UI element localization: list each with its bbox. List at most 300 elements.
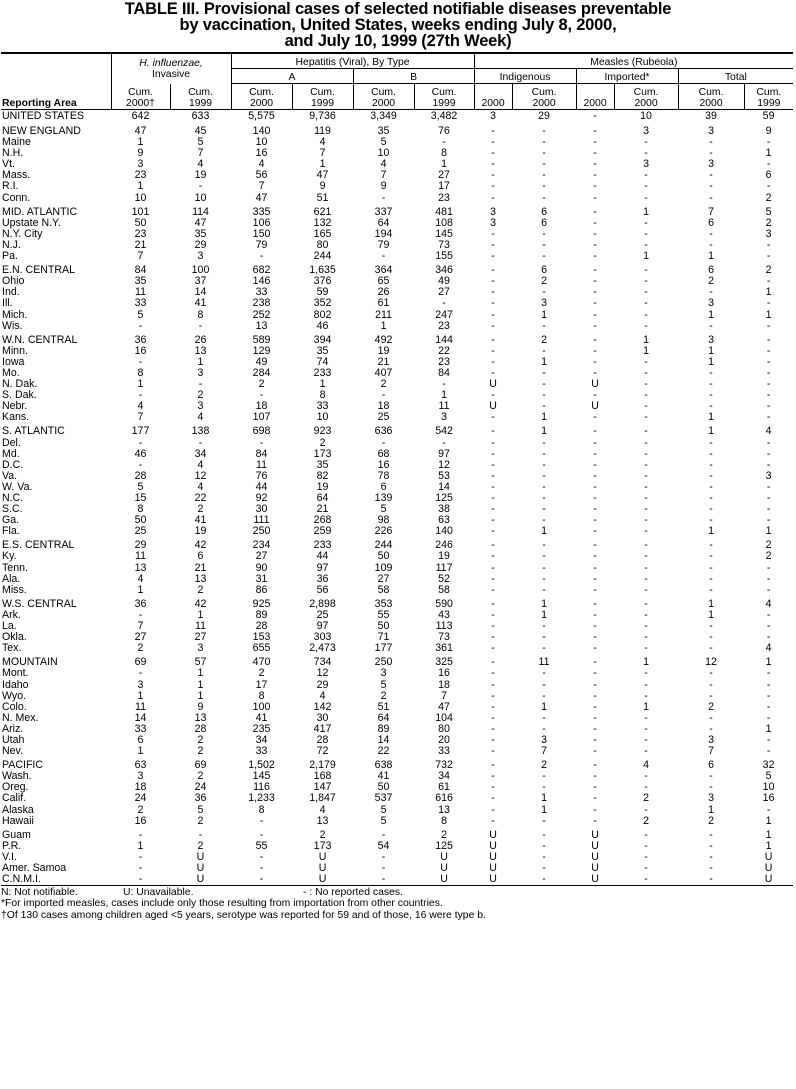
value-cell: -	[709, 169, 713, 182]
value-cell: 2	[765, 216, 772, 229]
header-hinf-italic: H. influenzae,	[139, 57, 203, 69]
value-cell: 337	[374, 205, 393, 218]
value-cell: -	[491, 550, 495, 563]
value-cell: 56	[316, 583, 329, 596]
value-cell: 2	[258, 667, 265, 680]
footnote-not-notifiable: N: Not notifiable.	[1, 887, 78, 899]
value-cell: 5	[197, 803, 204, 816]
value-cell: -	[542, 147, 546, 160]
value-cell: 1	[765, 839, 772, 852]
value-cell: -	[644, 275, 648, 288]
value-cell: -	[442, 297, 446, 310]
value-cell: 2	[380, 689, 387, 702]
value-cell: -	[491, 608, 495, 621]
value-cell: -	[593, 125, 597, 137]
value-cell: 4	[319, 136, 326, 149]
value-cell: -	[442, 378, 446, 391]
value-cell: 1	[541, 597, 547, 610]
value-cell: -	[709, 862, 713, 874]
value-cell: U	[591, 378, 599, 391]
value-cell: 68	[377, 447, 390, 460]
value-cell: -	[491, 436, 495, 449]
value-cell: -	[766, 620, 771, 633]
value-cell: 146	[252, 275, 271, 288]
value-cell: -	[491, 792, 495, 805]
footnote-serotype: †Of 130 cases among children aged <5 years, serotype was reported for 59 and of those, 16 were type b.	[1, 909, 486, 921]
header-2000: 2000	[576, 84, 614, 110]
value-cell: -	[593, 425, 597, 438]
value-cell: 78	[377, 469, 390, 482]
header-hinf	[111, 53, 231, 84]
value-cell: -	[593, 480, 597, 493]
value-cell: -	[593, 711, 597, 724]
value-cell: 34	[438, 770, 450, 783]
table-row	[1, 526, 793, 537]
value-cell: 19	[316, 480, 329, 493]
value-cell: 13	[194, 572, 207, 585]
value-cell: 1	[197, 667, 204, 680]
table-row	[1, 746, 793, 757]
value-cell: 111	[253, 514, 270, 527]
value-cell: -	[491, 447, 495, 460]
value-cell: -	[644, 378, 648, 391]
value-cell: U	[318, 850, 327, 863]
reporting-area-cell: MOUNTAIN	[2, 656, 58, 669]
table-row	[1, 159, 793, 170]
value-cell: -	[709, 378, 713, 391]
table-row	[1, 229, 793, 240]
value-cell: 1,847	[309, 792, 336, 805]
value-cell: -	[766, 458, 771, 471]
value-cell: 28	[316, 733, 329, 746]
value-cell: 5	[380, 803, 387, 816]
reporting-area-cell: NEW ENGLAND	[2, 125, 81, 137]
value-cell: -	[491, 733, 495, 746]
value-cell: 9,736	[309, 110, 336, 122]
header-hinf-rest: Invasive	[151, 68, 191, 80]
value-cell: 1	[765, 308, 772, 321]
value-cell: 44	[255, 480, 268, 493]
value-cell: 3	[490, 216, 496, 229]
reporting-area-cell: Va.	[2, 469, 18, 482]
table-row	[1, 482, 793, 493]
value-cell: 12	[705, 656, 717, 669]
value-cell: -	[138, 850, 143, 863]
value-cell: -	[709, 561, 713, 574]
value-cell: 36	[316, 572, 329, 585]
value-cell: 61	[438, 781, 450, 794]
value-cell: 14	[377, 733, 390, 746]
value-cell: 1	[708, 355, 714, 368]
footnote-imported: *For imported measles, cases include only those resulting from importation from other countries.	[1, 898, 443, 910]
value-cell: 73	[438, 631, 450, 644]
value-cell: -	[593, 447, 597, 460]
value-cell: -	[491, 678, 495, 691]
header-cum-1999: Cum. 1999	[292, 84, 353, 110]
reporting-area-cell: Mont.	[2, 667, 29, 680]
value-cell: 177	[374, 642, 393, 655]
title-line-1: TABLE III. Provisional cases of selected notifiable diseases preventable	[124, 0, 672, 18]
value-cell: 16	[134, 814, 147, 827]
reporting-area-cell: Oreg.	[2, 781, 29, 794]
value-cell: 18	[377, 400, 390, 413]
value-cell: -	[593, 678, 597, 691]
value-cell: 8	[441, 814, 447, 827]
value-cell: -	[542, 503, 546, 516]
value-cell: -	[542, 492, 546, 504]
value-cell: 84	[438, 366, 450, 379]
value-cell: 82	[316, 469, 329, 482]
value-cell: 177	[131, 425, 150, 438]
value-cell: -	[593, 333, 597, 346]
value-cell: -	[766, 803, 771, 816]
value-cell: 55	[377, 608, 390, 621]
value-cell: 682	[252, 264, 271, 277]
table-row	[1, 713, 793, 724]
value-cell: 61	[377, 297, 390, 310]
value-cell: -	[593, 411, 597, 424]
value-cell: 97	[316, 561, 329, 574]
value-cell: -	[593, 689, 597, 702]
value-cell: 41	[377, 770, 390, 783]
value-cell: -	[766, 480, 771, 493]
value-cell: -	[766, 297, 771, 310]
value-cell: 19	[438, 550, 450, 563]
value-cell: -	[709, 550, 713, 563]
value-cell: 145	[252, 770, 271, 783]
value-cell: -	[491, 308, 495, 321]
value-cell: 6	[541, 205, 547, 218]
value-cell: 20	[438, 733, 450, 746]
value-cell: 16	[377, 458, 390, 471]
value-cell: -	[593, 205, 597, 218]
value-cell: 56	[255, 169, 268, 182]
value-cell: -	[138, 667, 143, 680]
value-cell: 11	[135, 286, 146, 299]
value-cell: 2	[197, 839, 204, 852]
table-header	[1, 53, 793, 110]
reporting-area-cell: S.C.	[2, 503, 23, 516]
value-cell: -	[593, 550, 597, 563]
value-cell: -	[491, 319, 495, 332]
value-cell: -	[491, 286, 495, 299]
value-cell: 734	[313, 656, 332, 669]
value-cell: 13	[134, 561, 147, 574]
value-cell: 4	[765, 597, 772, 610]
table-row	[1, 240, 793, 251]
value-cell: 247	[435, 308, 453, 321]
reporting-area-cell: N.C.	[2, 492, 24, 504]
value-cell: 590	[435, 597, 453, 610]
header-cum-2000: Cum. 2000	[512, 84, 576, 110]
reporting-area-cell: W.S. CENTRAL	[2, 597, 77, 610]
value-cell: 89	[377, 722, 390, 735]
value-cell: -	[442, 436, 446, 449]
value-cell: -	[593, 366, 597, 379]
value-cell: -	[593, 169, 597, 182]
value-cell: 1	[541, 411, 547, 424]
table-row	[1, 471, 793, 482]
value-cell: 5	[765, 205, 772, 218]
value-cell: -	[593, 158, 597, 171]
reporting-area-cell: Conn.	[2, 191, 31, 204]
value-cell: -	[593, 355, 597, 368]
value-cell: 6	[708, 264, 714, 277]
reporting-area-cell: N. Dak.	[2, 378, 38, 391]
value-cell: 3	[643, 158, 649, 171]
value-cell: -	[542, 711, 546, 724]
value-cell: -	[542, 689, 546, 702]
value-cell: 17	[255, 678, 268, 691]
value-cell: 7	[137, 411, 144, 424]
value-cell: 2	[258, 378, 265, 391]
value-cell: U	[489, 873, 497, 886]
value-cell: -	[644, 678, 648, 691]
value-cell: 2	[137, 803, 144, 816]
value-cell: 117	[435, 561, 453, 574]
table-row	[1, 793, 793, 804]
value-cell: -	[644, 492, 648, 504]
value-cell: -	[593, 561, 597, 574]
value-cell: -	[542, 667, 546, 680]
value-cell: 5	[380, 814, 387, 827]
value-cell: 10	[640, 110, 652, 122]
value-cell: -	[644, 389, 648, 402]
value-cell: -	[542, 366, 546, 379]
value-cell: -	[138, 319, 143, 332]
table-row	[1, 735, 793, 746]
value-cell: 21	[194, 561, 207, 574]
value-cell: 104	[435, 711, 453, 724]
value-cell: -	[644, 781, 648, 794]
value-cell: 335	[252, 205, 271, 218]
table-row	[1, 657, 793, 668]
value-cell: 233	[313, 539, 332, 552]
value-cell: U	[196, 850, 205, 863]
value-cell: 12	[194, 469, 207, 482]
value-cell: 58	[377, 583, 390, 596]
value-cell: -	[593, 458, 597, 471]
value-cell: U	[318, 862, 327, 874]
reporting-area-cell: Del.	[2, 436, 21, 449]
value-cell: 3	[541, 733, 547, 746]
value-cell: 16	[255, 147, 268, 160]
value-cell: 36	[134, 333, 147, 346]
reporting-area-cell: La.	[2, 620, 17, 633]
value-cell: 3	[643, 125, 649, 137]
value-cell: -	[709, 447, 713, 460]
value-cell: 2	[643, 814, 649, 827]
value-cell: 1	[541, 525, 547, 538]
value-cell: -	[766, 689, 771, 702]
value-cell: 90	[255, 561, 268, 574]
value-cell: -	[491, 458, 495, 471]
value-cell: 64	[316, 492, 329, 504]
value-cell: 14	[194, 286, 207, 299]
value-cell: -	[766, 583, 771, 596]
value-cell: -	[709, 147, 713, 160]
value-cell: -	[138, 873, 143, 886]
value-cell: 72	[316, 745, 329, 758]
value-cell: -	[491, 355, 495, 368]
value-cell: -	[542, 344, 546, 357]
value-cell: 14	[438, 480, 450, 493]
value-cell: 155	[435, 250, 453, 263]
value-cell: -	[644, 642, 648, 655]
value-cell: -	[766, 333, 771, 346]
value-cell: 1	[541, 803, 547, 816]
header-indigenous: Indigenous	[474, 69, 576, 84]
value-cell: 45	[194, 125, 207, 137]
reporting-area-cell: Okla.	[2, 631, 27, 644]
value-cell: -	[644, 620, 648, 633]
value-cell: 49	[255, 355, 268, 368]
value-cell: 1	[765, 722, 772, 735]
value-cell: 13	[194, 344, 207, 357]
value-cell: 244	[313, 250, 332, 263]
value-cell: 89	[255, 608, 268, 621]
value-cell: -	[593, 722, 597, 735]
value-cell: -	[491, 583, 495, 596]
value-cell: 1	[541, 355, 547, 368]
value-cell: 364	[374, 264, 393, 277]
value-cell: -	[491, 492, 495, 504]
value-cell: 2	[541, 759, 547, 772]
value-cell: -	[709, 770, 713, 783]
value-cell: -	[766, 492, 771, 504]
value-cell: 108	[435, 216, 453, 229]
value-cell: 50	[377, 620, 390, 633]
value-cell: 4	[765, 642, 772, 655]
reporting-area-cell: Mo.	[2, 366, 20, 379]
value-cell: 28	[255, 620, 268, 633]
table-row	[1, 335, 793, 346]
value-cell: 23	[134, 169, 147, 182]
value-cell: -	[709, 514, 713, 527]
value-cell: -	[593, 147, 597, 160]
value-cell: 2	[765, 264, 772, 277]
value-cell: -	[709, 539, 713, 552]
reporting-area-cell: Colo.	[2, 700, 27, 713]
value-cell: 16	[134, 344, 147, 357]
value-cell: -	[593, 514, 597, 527]
value-cell: -	[491, 539, 495, 552]
value-cell: 2	[197, 733, 204, 746]
value-cell: -	[381, 862, 386, 874]
value-cell: -	[644, 191, 648, 204]
value-cell: -	[709, 873, 713, 886]
table-row	[1, 460, 793, 471]
header-measles: Measles (Rubeola)	[474, 53, 793, 69]
value-cell: -	[709, 480, 713, 493]
value-cell: -	[709, 180, 713, 193]
value-cell: 142	[313, 700, 332, 713]
value-cell: -	[593, 667, 597, 680]
value-cell: 2	[765, 191, 772, 204]
value-cell: 49	[438, 275, 450, 288]
value-cell: 698	[252, 425, 271, 438]
value-cell: -	[491, 136, 495, 149]
value-cell: 28	[194, 722, 207, 735]
value-cell: 97	[316, 620, 329, 633]
value-cell: -	[542, 180, 546, 193]
value-cell: 1	[708, 803, 714, 816]
value-cell: -	[542, 781, 546, 794]
value-cell: 125	[435, 839, 453, 852]
table-row	[1, 830, 793, 841]
value-cell: 29	[316, 678, 329, 691]
value-cell: 34	[255, 733, 268, 746]
value-cell: 34	[194, 447, 207, 460]
value-cell: 153	[252, 631, 271, 644]
table-row	[1, 702, 793, 713]
value-cell: 17	[438, 180, 450, 193]
value-cell: -	[766, 572, 771, 585]
table-row	[1, 298, 793, 309]
value-cell: -	[644, 469, 648, 482]
value-cell: 73	[438, 238, 450, 251]
value-cell: 144	[435, 333, 453, 346]
value-cell: 11	[538, 656, 550, 669]
value-cell: 244	[374, 539, 393, 552]
value-cell: 2	[319, 436, 326, 449]
value-cell: -	[709, 583, 713, 596]
reporting-area-cell: Fla.	[2, 525, 20, 538]
value-cell: 25	[316, 608, 329, 621]
reporting-area-cell: Ohio	[2, 275, 25, 288]
value-cell: 50	[134, 514, 147, 527]
value-cell: 65	[377, 275, 390, 288]
value-cell: 51	[377, 700, 390, 713]
value-cell: 1	[765, 656, 772, 669]
value-cell: -	[644, 147, 648, 160]
value-cell: 46	[134, 447, 147, 460]
value-cell: 27	[194, 631, 207, 644]
value-cell: -	[491, 425, 495, 438]
reporting-area-cell: N.H.	[2, 147, 24, 160]
value-cell: 10	[134, 191, 147, 204]
value-cell: 21	[134, 238, 147, 251]
table-row	[1, 841, 793, 852]
value-cell: 79	[255, 238, 268, 251]
value-cell: 76	[255, 469, 268, 482]
value-cell: -	[542, 561, 546, 574]
value-cell: 492	[374, 333, 393, 346]
value-cell: 394	[313, 333, 332, 346]
value-cell: 417	[313, 722, 332, 735]
reporting-area-cell: Tex.	[2, 642, 22, 655]
value-cell: -	[766, 411, 771, 424]
value-cell: 18	[438, 678, 450, 691]
value-cell: 4	[197, 480, 204, 493]
value-cell: -	[709, 238, 713, 251]
header-cum-2000-dagger: Cum. 2000†	[111, 84, 170, 110]
value-cell: -	[593, 700, 597, 713]
table-row	[1, 170, 793, 181]
value-cell: 16	[762, 792, 775, 805]
table-row	[1, 207, 793, 218]
value-cell: 2	[197, 583, 204, 596]
value-cell: 234	[252, 539, 271, 552]
value-cell: 140	[252, 125, 271, 137]
value-cell: U	[489, 850, 497, 863]
value-cell: 5	[380, 136, 387, 149]
value-cell: -	[709, 722, 713, 735]
value-cell: -	[709, 631, 713, 644]
value-cell: -	[766, 250, 771, 263]
value-cell: -	[709, 469, 713, 482]
value-cell: -	[491, 597, 495, 610]
